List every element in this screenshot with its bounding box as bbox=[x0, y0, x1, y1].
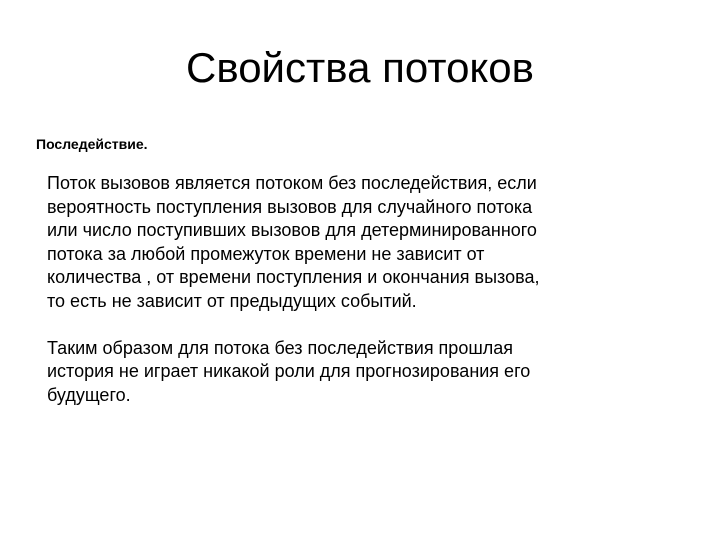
body-paragraph: Поток вызовов является потоком без последействия, если вероятность поступления вызовов для случайного потока или число поступивших вызовов для детерминированного потока за любой промежуток времени не зависит от количества , от времени поступления и окончания вызова, то есть не зависит от предыдущих событий. bbox=[47, 173, 540, 311]
slide-title: Свойства потоков bbox=[186, 44, 534, 91]
slide-body bbox=[47, 172, 687, 407]
body-paragraph: Таким образом для потока без последействия прошлая история не играет никакой роли для прогнозирования его будущего. bbox=[47, 337, 531, 405]
slide-subtitle: Последействие. bbox=[36, 136, 148, 152]
